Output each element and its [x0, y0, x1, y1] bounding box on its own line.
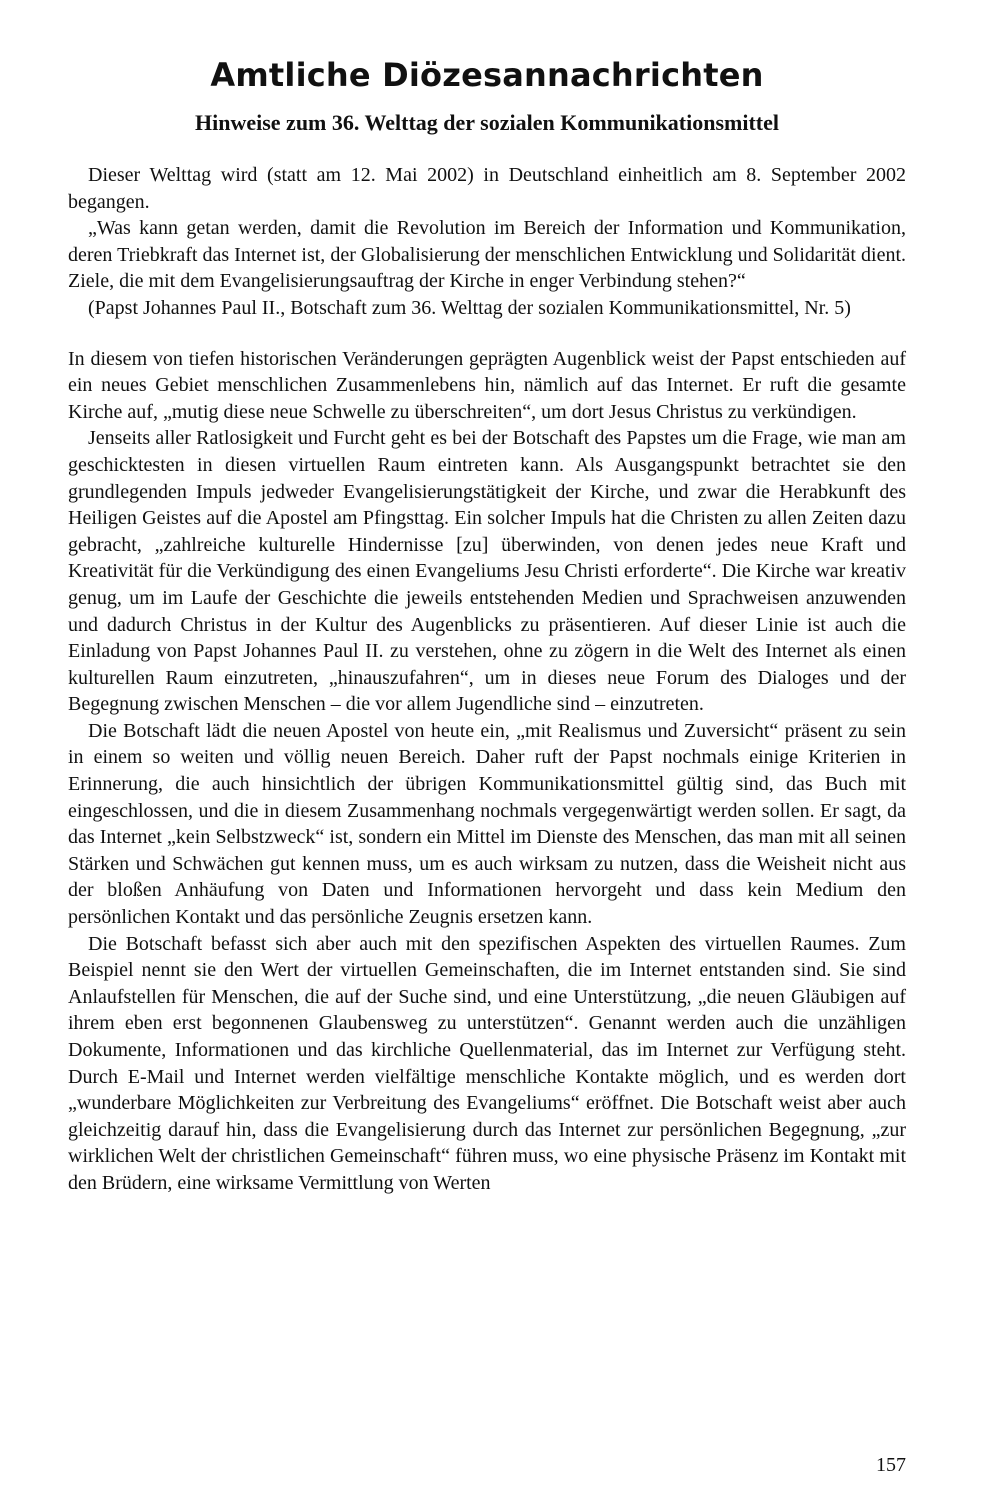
page-title: Amtliche Diözesannachrichten: [210, 56, 764, 94]
intro-paragraph-citation: (Papst Johannes Paul II., Botschaft zum 36. Welttag der sozialen Kommunikationsmittel, Nr. 5): [88, 296, 851, 319]
intro-paragraph-date: Dieser Welttag wird (statt am 12. Mai 2002) in Deutschland einheitlich am 8. September 2002 begangen.: [68, 164, 906, 213]
main-paragraph-4: Die Botschaft befasst sich aber auch mit den spezifischen Aspekten des virtuellen Raumes. Zum Beispiel nennt sie den Wert der virtuellen Gemeinschaften, die im Internet entstanden sind. Sie sind Anlaufstellen für Menschen, die auf der Suche sind, und eine Unterstützung, „die neuen Gläubigen auf ihrem eben erst begonnenen Glaubensweg zu unterstützen“. Genannt werden auch die unzähligen Dokumente, Informationen und das kirchliche Quellenmaterial, das im Internet zur Verfügung steht. Durch E-Mail und Internet werden vielfältige menschliche Kontakte möglich, und es werden dort „wunderbare Möglichkeiten zur Verbreitung des Evangeliums“ eröffnet. Die Botschaft weist aber auch gleichzeitig darauf hin, dass die Evangelisierung durch das Internet zur persönlichen Begegnung, „zur wirklichen Welt der christlichen Gemeinschaft“ führen muss, wo eine physische Präsenz im Kontakt mit den Brüdern, eine wirksame Vermittlung von Werten: [68, 932, 906, 1194]
main-paragraph-2: Jenseits aller Ratlosigkeit und Furcht geht es bei der Botschaft des Papstes um die Frage, wie man am geschicktesten in diesen virtuellen Raum eintreten kann. Als Ausgangspunkt betrachtet sie den grundlegenden Impuls jedweder Evangelisierungstätigkeit der Kirche, und zwar die Herabkunft des Heiligen Geistes auf die Apostel am Pfingsttag. Ein solcher Impuls hat die Christen zu allen Zeiten dazu gebracht, „zahlreiche kulturelle Hindernisse [zu] überwinden, von denen jedes neue Kraft und Kreativität für die Verkündigung des einen Evangeliums Jesu Christi erforderte“. Die Kirche war kreativ genug, um im Laufe der Geschichte die jeweils entstehenden Medien und Sprachweisen anzuwenden und dadurch Christus in der Kultur des Augenblicks zu präsentieren. Auf dieser Linie ist auch die Einladung von Papst Johannes Paul II. zu verstehen, ohne zu zögern in die Welt des Internet als einen kulturellen Raum einzutreten, „hinauszufahren“, um in dieses neue Forum des Dialoges und der Begegnung zwischen Menschen – die vor allem Jugendliche sind – einzutreten.: [68, 427, 906, 716]
page-number: 157: [876, 1454, 906, 1476]
section-spacer: [68, 322, 906, 346]
article-subtitle: Hinweise zum 36. Welttag der sozialen Kommunikationsmittel: [195, 110, 779, 135]
document-page: [68, 56, 906, 1197]
intro-section: [68, 162, 906, 322]
intro-paragraph-quote: „Was kann getan werden, damit die Revolution im Bereich der Information und Kommunikation, deren Triebkraft das Internet ist, der Globalisierung der menschlichen Entwicklung und Solidarität dient. Ziele, die mit dem Evangelisierungsauftrag der Kirche in enger Verbindung stehen?“: [68, 217, 906, 293]
main-paragraph-1: In diesem von tiefen historischen Veränderungen geprägten Augenblick weist der Papst entschieden auf ein neues Gebiet menschlichen Zusammenlebens hin, nämlich auf das Internet. Er ruft die gesamte Kirche auf, „mutig diese neue Schwelle zu überschreiten“, um dort Jesus Christus zu verkündigen.: [68, 347, 906, 423]
main-section: [68, 346, 906, 1197]
main-paragraph-3: Die Botschaft lädt die neuen Apostel von heute ein, „mit Realismus und Zuversicht“ präsent zu sein in einem so weiten und völlig neuen Bereich. Daher ruft der Papst nochmals einige Kriterien in Erinnerung, die auch hinsichtlich der übrigen Kommunikationsmittel gültig sind, das Buch mit eingeschlossen, und die in diesem Zusammenhang nochmals vergegenwärtigt werden sollen. Er sagt, da das Internet „kein Selbstzweck“ ist, sondern ein Mittel im Dienste des Menschen, das man mit all seinen Stärken und Schwächen gut kennen muss, um es auch wirksam zu nutzen, dass die Weisheit nicht aus der bloßen Anhäufung von Daten und Informationen hervorgeht und dass kein Medium den persönlichen Kontakt und das persönliche Zeugnis ersetzen kann.: [68, 719, 906, 929]
